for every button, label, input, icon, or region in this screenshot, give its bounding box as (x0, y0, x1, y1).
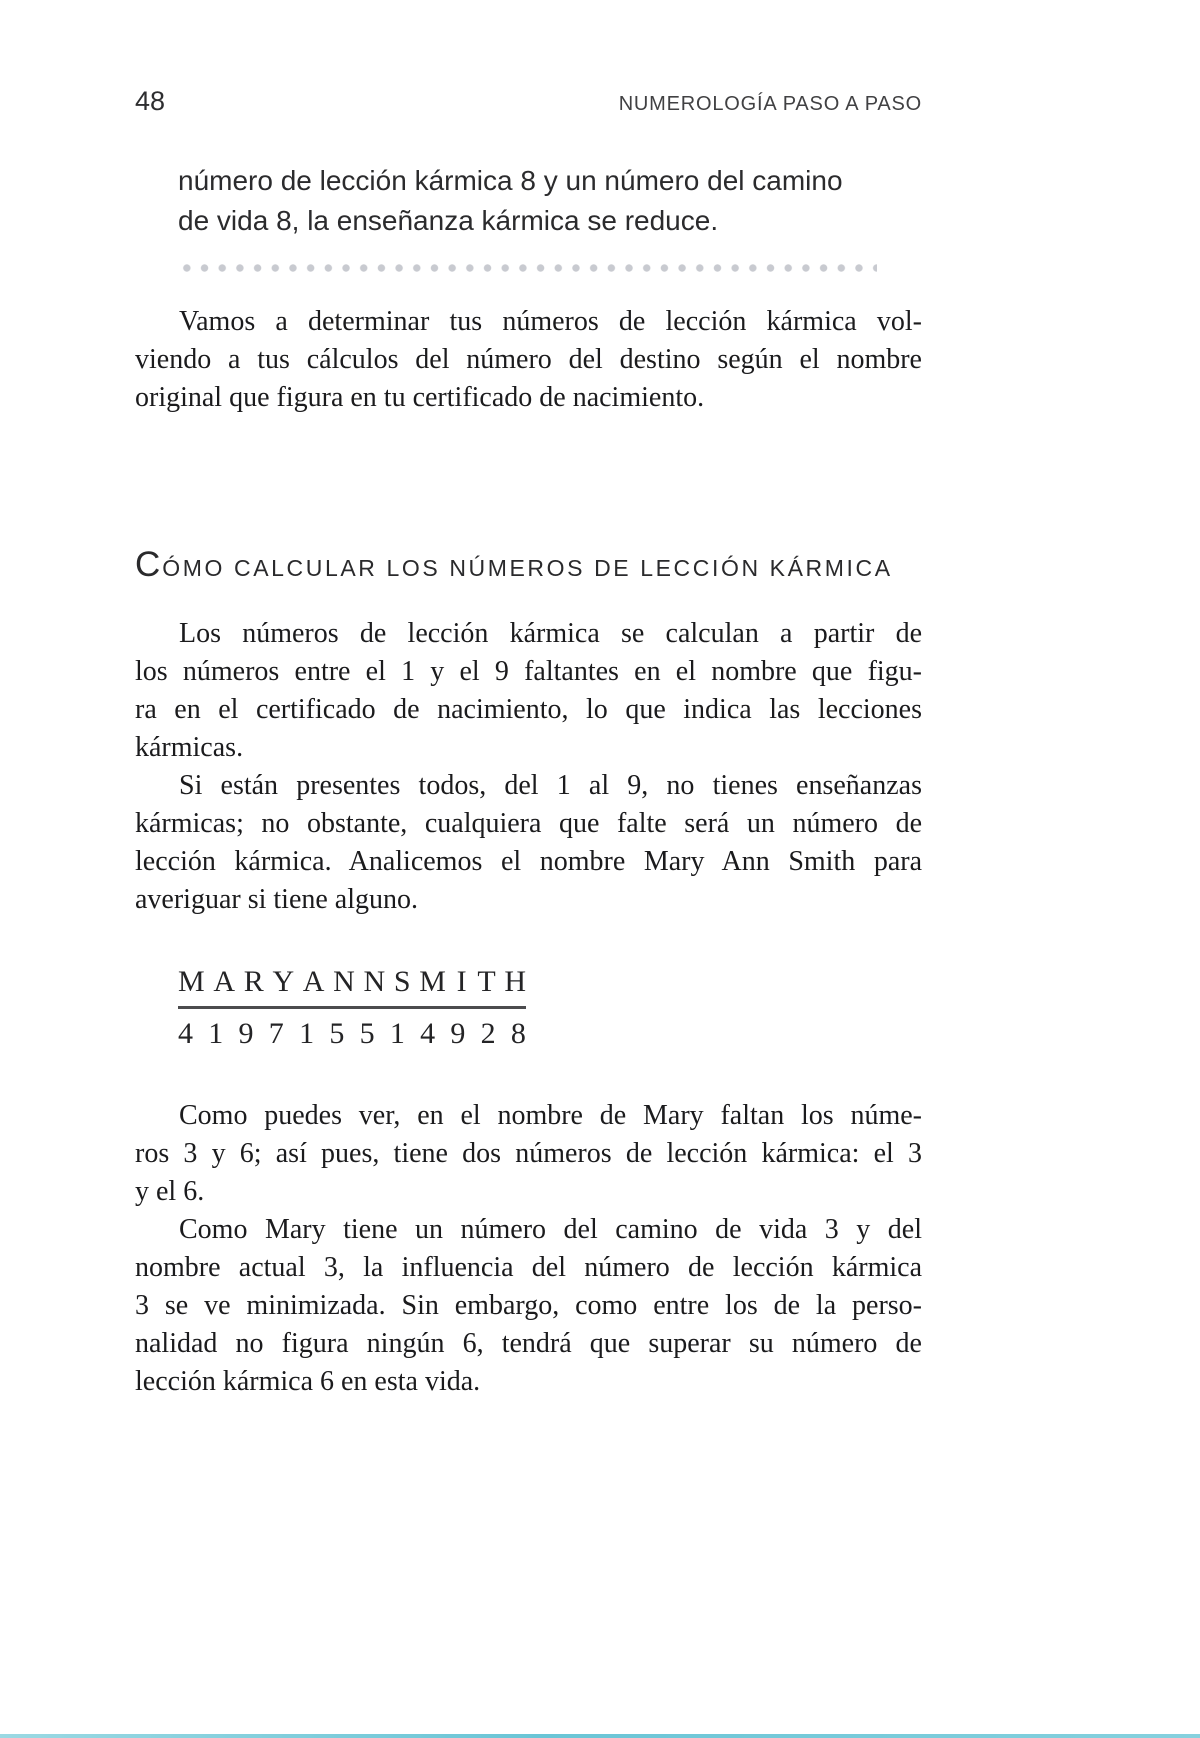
text-line: Si están presentes todos, del 1 al 9, no tienes enseñanzas (179, 770, 922, 801)
heading-text: ÓMO CALCULAR LOS NÚMEROS DE LECCIÓN KÁRMICA (162, 555, 893, 581)
text-line: Vamos a determinar tus números de lección kármica vol- (179, 306, 922, 337)
name-numbers-row (178, 1009, 526, 1051)
letter-cell: N (333, 965, 355, 998)
letter-cell: A (302, 965, 325, 998)
name-number-table (178, 965, 526, 1051)
letter-cell: T (477, 965, 496, 998)
page-header (135, 0, 922, 117)
section-heading (135, 545, 922, 585)
number-cell: 1 (208, 1017, 224, 1050)
heading-initial: C (135, 545, 163, 584)
text-line: los números entre el 1 y el 9 faltantes en el nombre que figu- (135, 656, 922, 687)
dotted-separator (178, 263, 877, 273)
letter-cell: N (363, 965, 386, 998)
letter-cell: M (419, 965, 446, 998)
text-line: ros 3 y 6; así pues, tiene dos números de lección kármica: el 3 (135, 1138, 922, 1169)
number-cell: 9 (238, 1017, 254, 1050)
number-cell: 5 (359, 1017, 375, 1050)
text-line: nalidad no figura ningún 6, tendrá que superar su número de (135, 1328, 922, 1359)
text-line: lección kármica. Analicemos el nombre Mary Ann Smith para (135, 846, 922, 877)
number-cell: 9 (450, 1017, 466, 1050)
letter-cell: H (504, 965, 526, 998)
number-cell: 4 (420, 1017, 436, 1050)
page-content (135, 0, 922, 1401)
excerpt-block (178, 161, 922, 241)
text-line: original que figura en tu certificado de nacimiento. (135, 382, 705, 413)
paragraph-calculation (135, 615, 922, 767)
letter-cell: S (393, 965, 411, 998)
text-line: Los números de lección kármica se calculan a partir de (179, 618, 922, 649)
number-cell: 8 (510, 1017, 526, 1050)
page-number: 48 (135, 86, 166, 116)
excerpt-line: de vida 8, la enseñanza kármica se reduce. (178, 205, 719, 236)
text-line: Como puedes ver, en el nombre de Mary faltan los núme- (179, 1100, 922, 1131)
excerpt-line: número de lección kármica 8 y un número del camino (178, 165, 843, 196)
letter-cell: R (243, 965, 264, 998)
name-letters-row (178, 965, 526, 1009)
text-line: nombre actual 3, la influencia del número de lección kármica (135, 1252, 922, 1283)
number-cell: 7 (268, 1017, 284, 1050)
text-line: y el 6. (135, 1176, 205, 1207)
number-cell: 2 (480, 1017, 496, 1050)
letter-cell: Y (272, 965, 295, 998)
text-line: kármicas. (135, 732, 244, 763)
paragraph-missing-numbers (135, 1097, 922, 1211)
paragraph-conclusion (135, 1211, 922, 1401)
text-line: 3 se ve minimizada. Sin embargo, como entre los de la perso- (135, 1290, 922, 1321)
number-cell: 4 (178, 1017, 193, 1050)
bottom-accent-rule (0, 1734, 1200, 1738)
text-line: lección kármica 6 en esta vida. (135, 1366, 481, 1397)
number-cell: 1 (299, 1017, 315, 1050)
text-line: kármicas; no obstante, cualquiera que falte será un número de (135, 808, 922, 839)
letter-cell: M (178, 965, 205, 998)
paragraph-present-numbers (135, 767, 922, 919)
number-cell: 1 (389, 1017, 405, 1050)
text-line: Como Mary tiene un número del camino de vida 3 y del (179, 1214, 922, 1245)
text-line: averiguar si tiene alguno. (135, 884, 419, 915)
running-title: NUMEROLOGÍA PASO A PASO (618, 93, 922, 115)
text-line: viendo a tus cálculos del número del destino según el nombre (135, 344, 922, 375)
text-line: ra en el certificado de nacimiento, lo que indica las lecciones (135, 694, 922, 725)
letter-cell: I (456, 965, 467, 998)
letter-cell: A (213, 965, 236, 998)
paragraph-intro (135, 303, 922, 417)
number-cell: 5 (329, 1017, 345, 1050)
